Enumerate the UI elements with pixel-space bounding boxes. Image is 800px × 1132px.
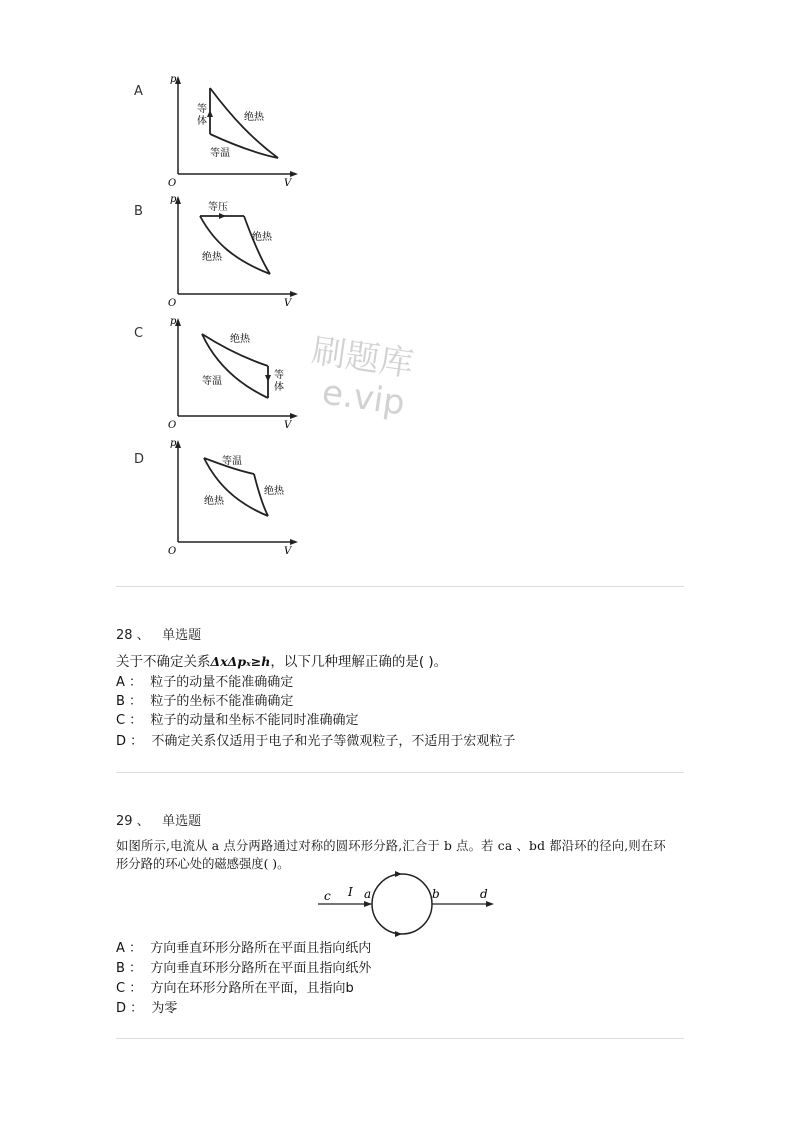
stem-formula: ΔxΔpₓ≥h (210, 654, 271, 669)
question-number: 29 、 (116, 814, 150, 829)
label-a: a (364, 887, 372, 901)
label-i: I (348, 885, 353, 899)
axis-v-label: V (284, 420, 292, 431)
label-isochoric-1: 等 (274, 370, 284, 381)
label-adiabatic: 绝热 (230, 334, 250, 345)
option-text: 方向垂直环形分路所在平面且指向纸内 (150, 941, 372, 956)
label-adiabatic-2: 绝热 (202, 252, 222, 263)
question-number: 28 、 (116, 628, 150, 643)
option-key: D ： (116, 1001, 144, 1016)
axis-v-label: V (284, 178, 292, 189)
pv-diagram-b (164, 190, 304, 314)
label-isothermal: 等温 (210, 148, 230, 159)
option-a[interactable] (116, 674, 293, 692)
axis-p-label: p (170, 74, 177, 85)
option-text: 方向垂直环形分路所在平面且指向纸外 (150, 961, 372, 976)
stem-suffix: ，以下几种理解正确的是( )。 (270, 654, 448, 670)
diagram-b-label: B (134, 204, 143, 219)
label-adiabatic-1: 绝热 (264, 486, 284, 497)
option-text: 粒子的动量和坐标不能同时准确确定 (150, 713, 359, 728)
pv-diagram-a (164, 70, 304, 194)
option-text: 方向在环形分路所在平面，且指向b (150, 981, 354, 996)
option-key: B ： (116, 694, 143, 709)
watermark-line2: e.vip (319, 372, 408, 424)
ring-circuit-figure (304, 866, 504, 942)
label-b: b (432, 887, 440, 901)
option-key: D ： (116, 734, 144, 749)
option-a[interactable] (116, 940, 371, 958)
diagram-d-label: D (134, 452, 145, 467)
question-29-stem-line1: 如图所示,电流从 a 点分两路通过对称的圆环形分路,汇合于 b 点。若 ca 、bd 都沿环的径向,则在环 (116, 839, 666, 853)
option-text: 粒子的坐标不能准确确定 (150, 694, 294, 709)
option-text: 为零 (151, 1001, 178, 1016)
option-text: 粒子的动量不能准确确定 (150, 675, 294, 690)
option-key: A ： (116, 675, 143, 690)
option-c[interactable] (116, 980, 354, 998)
label-adiabatic-2: 绝热 (204, 496, 224, 507)
question-29-stem-line2: 形分路的环心处的磁感强度( )。 (116, 857, 290, 871)
axis-v-label: V (284, 298, 292, 309)
option-key: C ： (116, 713, 143, 728)
option-key: A ： (116, 941, 143, 956)
question-type: 单选题 (162, 814, 202, 829)
divider (116, 1038, 684, 1039)
option-key: C ： (116, 981, 143, 996)
question-28-header (116, 624, 201, 643)
pv-diagram-c (164, 312, 304, 436)
origin-label: O (168, 178, 177, 189)
axis-p-label: p (170, 316, 177, 327)
label-adiabatic-1: 绝热 (252, 232, 272, 243)
question-29-header (116, 810, 201, 829)
diagram-a-label: A (134, 84, 143, 99)
label-isochoric-2: 体 (274, 382, 284, 393)
option-c[interactable] (116, 712, 359, 730)
origin-label: O (168, 546, 177, 554)
divider (116, 586, 684, 587)
origin-label: O (168, 298, 177, 309)
axis-p-label: p (170, 438, 177, 449)
stem-prefix: 关于不确定关系 (116, 654, 211, 670)
diagram-c-label: C (134, 326, 144, 341)
label-c: c (324, 889, 331, 903)
label-isothermal: 等温 (202, 376, 222, 387)
question-type: 单选题 (162, 628, 202, 643)
origin-label: O (168, 420, 177, 431)
option-d[interactable] (116, 733, 515, 751)
watermark-line1: 刷题库 (309, 331, 416, 385)
label-adiabatic: 绝热 (244, 112, 264, 123)
label-isochoric-2: 体 (197, 116, 207, 127)
divider (116, 772, 684, 773)
option-text: 不确定关系仅适用于电子和光子等微观粒子，不适用于宏观粒子 (151, 734, 516, 749)
label-isochoric-1: 等 (197, 104, 207, 115)
label-isothermal: 等温 (222, 456, 242, 467)
question-28-stem (116, 650, 447, 670)
label-isobaric: 等压 (208, 202, 228, 213)
option-key: B ： (116, 961, 143, 976)
arrow-bottom (395, 931, 402, 937)
option-b[interactable] (116, 960, 371, 978)
axis-p-label: p (170, 194, 177, 205)
pv-diagram-d (164, 434, 304, 558)
option-b[interactable] (116, 693, 293, 711)
axis-v-label: V (284, 546, 292, 554)
option-d[interactable] (116, 1000, 177, 1018)
arrow-top (395, 871, 402, 877)
label-d: d (480, 887, 488, 901)
